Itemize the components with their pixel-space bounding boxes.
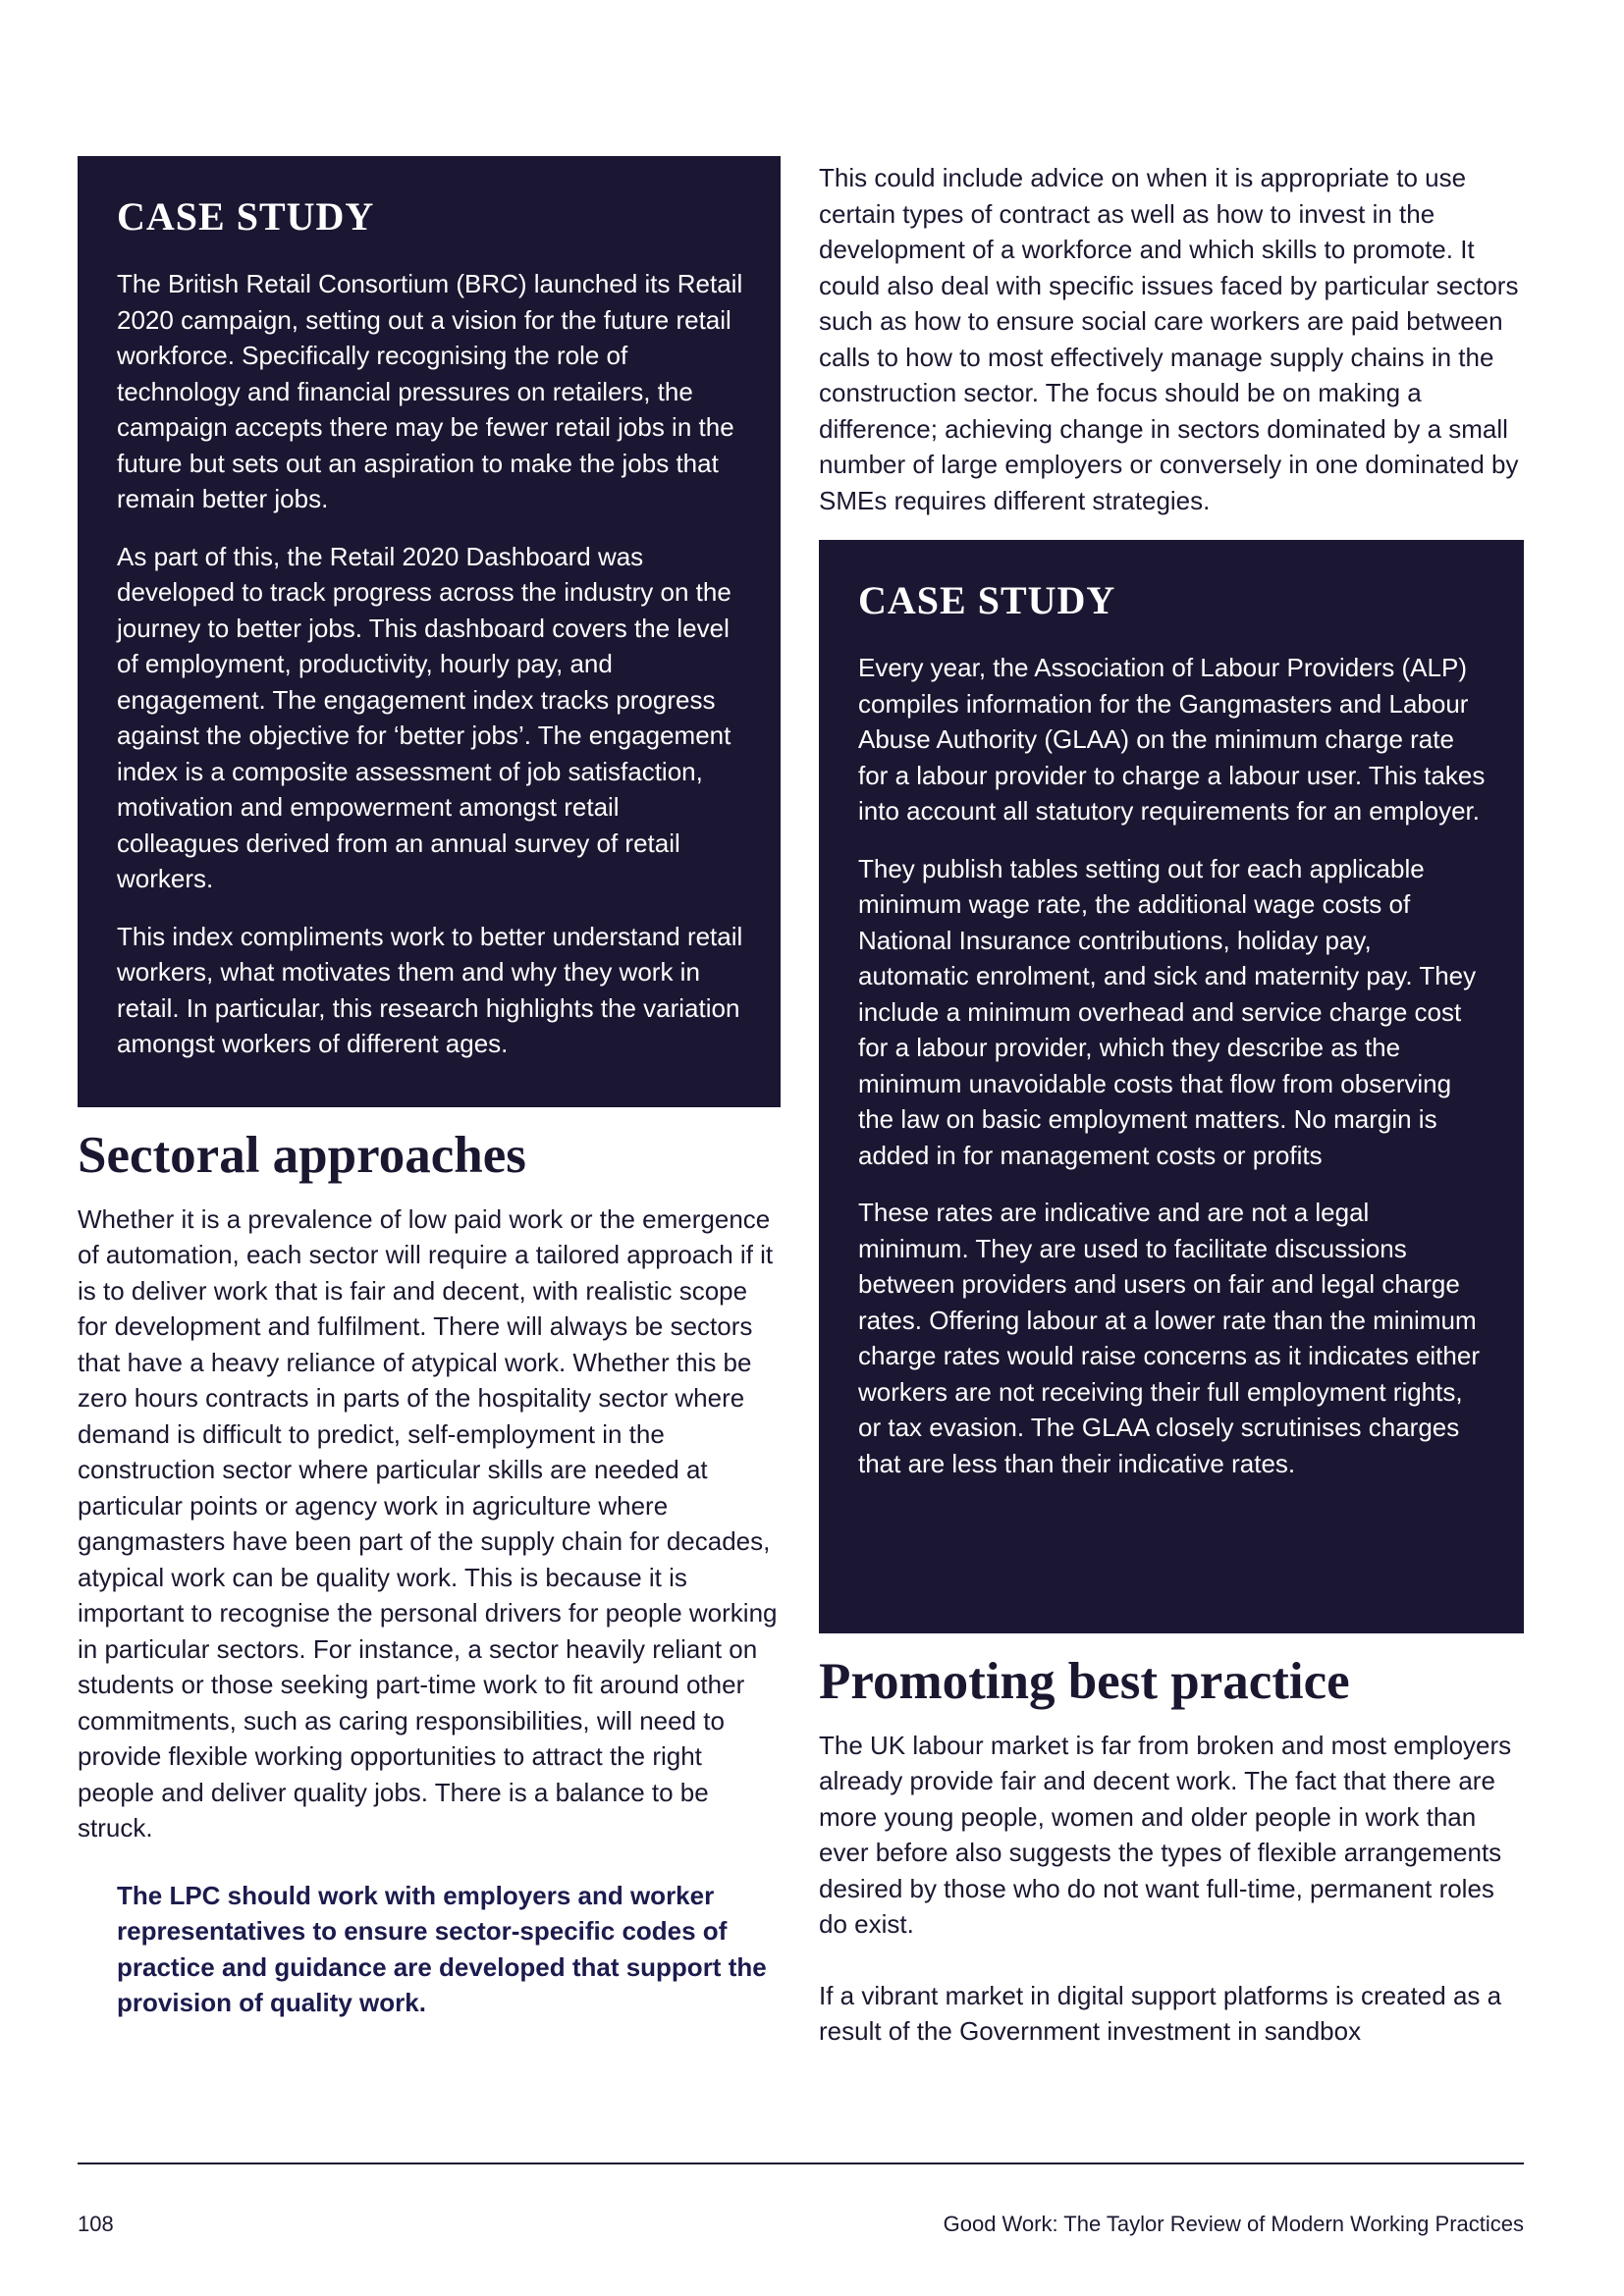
left-column — [78, 156, 781, 2021]
case-study-paragraph: As part of this, the Retail 2020 Dashboard was developed to track progress across the industry on the journey to better jobs. This dashboard covers the level of employment, productivity, hourly pay, and engagement. The engagement index tracks progress against the objective for ‘better jobs’. The engagement index is a composite assessment of job satisfaction, motivation and empowerment amongst retail colleagues derived from an annual survey of retail workers. — [117, 541, 731, 893]
case-study-paragraph: These rates are indicative and are not a legal minimum. They are used to facilitate discussions between providers and users on fair and legal charge rates. Offering labour at a lower rate than the minimum charge rates would raise concerns as it indicates either workers are not receiving their full employment rights, or tax evasion. The GLAA closely scrutinises charges that are less than their indicative rates. — [858, 1198, 1480, 1478]
case-study-paragraph: Every year, the Association of Labour Providers (ALP) compiles information for the Gangmasters and Labour Abuse Authority (GLAA) on the minimum charge rate for a labour provider to charge a labour user. This takes into account all statutory requirements for an employer. — [858, 653, 1486, 826]
heading-sectoral-approaches: Sectoral approaches — [78, 1127, 526, 1184]
case-study-paragraph: This index compliments work to better understand retail workers, what motivates them and why they work in retail. In particular, this research highlights the variation amongst workers of different ages. — [117, 921, 743, 1058]
case-study-paragraph: They publish tables setting out for each applicable minimum wage rate, the additional wage costs of National Insurance contributions, holiday pay, automatic enrolment, and sick and maternity pay. They include a minimum overhead and service charge cost for a labour provider, which they describe as the minimum unavoidable costs that flow from observing the law on basic employment matters. No margin is added in for management costs or profits — [858, 853, 1477, 1170]
publication-title: Good Work: The Taylor Review of Modern Working Practices — [943, 2212, 1524, 2236]
heading-promoting-best-practice: Promoting best practice — [819, 1653, 1350, 1710]
sectoral-body: Whether it is a prevalence of low paid work or the emergence of automation, each sector will require a tailored approach if it is to deliver work that is fair and decent, with realistic scope for development and fulfilment. There will always be sectors that have a heavy reliance of atypical work. Whether this be zero hours contracts in parts of the hospitality sector where demand is difficult to predict, self-employment in the construction sector where particular skills are needed at particular points or agency work in agriculture where gangmasters have been part of the supply chain for decades, atypical work can be quality work. This is because it is important to recognise the personal drivers for people working in particular sectors. For instance, a sector heavily reliant on students or those seeking part-time work to fit around other commitments, such as caring responsibilities, will need to provide flexible working opportunities to attract the right people and deliver quality jobs. There is a balance to be struck. — [78, 1203, 778, 1843]
case-study-box-retail — [78, 156, 781, 1107]
case-study-title: CASE STUDY — [117, 194, 375, 239]
best-practice-paragraph: The UK labour market is far from broken and most employers already provide fair and decent work. The fact that there are more young people, women and older people in work than ever before also suggests the types of flexible arrangements desired by those who do not want full-time, permanent roles do exist. — [819, 1730, 1512, 1940]
lpc-recommendation: The LPC should work with employers and worker representatives to ensure sector-specific codes of practice and guidance are developed that support the provision of quality work. — [117, 1880, 767, 2018]
case-study-paragraph: The British Retail Consortium (BRC) launched its Retail 2020 campaign, setting out a vision for the future retail workforce. Specifically recognising the role of technology and financial pressures on retailers, the campaign accepts there may be fewer retail jobs in the future but sets out an aspiration to make the jobs that remain better jobs. — [117, 269, 743, 513]
page-number: 108 — [78, 2212, 114, 2236]
right-column — [819, 156, 1524, 2050]
footer-divider — [78, 2163, 1524, 2164]
case-study-title: CASE STUDY — [858, 578, 1116, 622]
best-practice-paragraph: If a vibrant market in digital support platforms is created as a result of the Government investment in sandbox — [819, 1980, 1502, 2047]
case-study-box-alp — [819, 540, 1524, 1633]
right-intro-text: This could include advice on when it is appropriate to use certain types of contract as well as how to invest in the development of a workforce and which skills to promote. It could also deal with specific issues faced by particular sectors such as how to ensure social care workers are paid between calls to how to most effectively manage supply chains in the construction sector. The focus should be on making a difference; achieving change in sectors dominated by a small number of large employers or conversely in one dominated by SMEs requires different strategies. — [819, 163, 1519, 515]
